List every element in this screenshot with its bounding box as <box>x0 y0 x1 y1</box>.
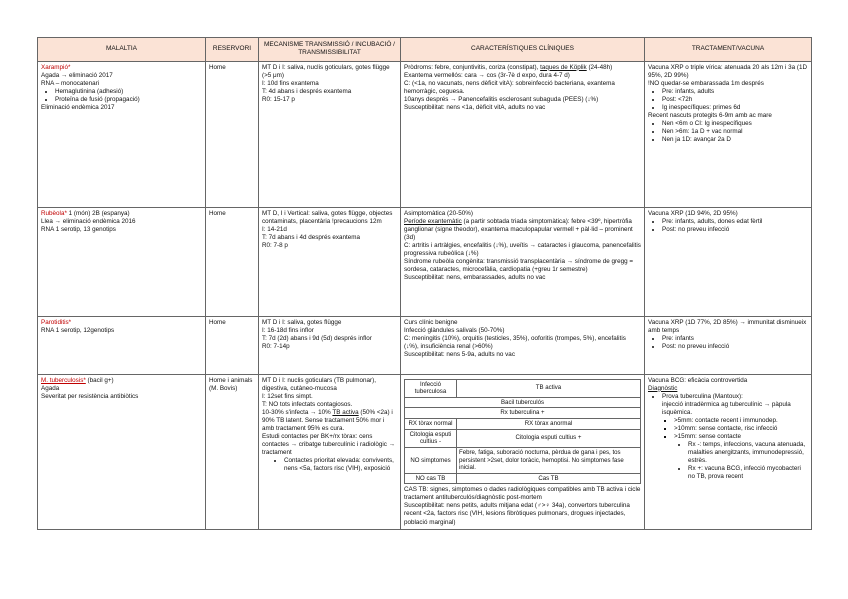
list-item: ▪ >5mm: contacte recent i immunodep. <box>674 417 808 425</box>
header-row <box>38 38 812 62</box>
clinica-line: Exantema vermellós: cara → cos (3r-7è d expo, dura 4-7 d) <box>404 71 570 79</box>
list-item: • Ig inespecífiques: primes 6d <box>662 104 808 112</box>
cell-reservori: Home i animals (M. Bovis) <box>206 374 259 529</box>
cell-reservori: Home <box>206 316 259 374</box>
header-caracteristiques: CARACTERÍSTIQUES CLÍNIQUES <box>401 38 645 62</box>
clinica-line: Susceptibilitat: nens petits, adults mitjana edat (♂>♀ 34a), convertors tuberculina recent <2a, factors risc (VIH, lesions fibròtiques pulmonars, drogues injectades, població marginal) <box>404 502 630 526</box>
mecanisme-line: I: 12set fins simpt. <box>262 392 313 400</box>
disease-extra: 1 (món) 2B (espanya) <box>66 209 130 217</box>
list-item: ▪ >15mm: sense contacte • Rx -: temps, infeccions, vacuna atenuada, malalties anergitzants, immunodepressió, estrès. • Rx +: vacuna BCG, infecció mycobacteri no TB, prova recent <box>674 433 808 481</box>
clinica-line: Síndrome rubeòla congènita: transmissió transplacentària → síndrome de gregg = sordesa, cataractes, microcefàlia, cardiopatia (+greu 1r semestre) <box>404 257 634 273</box>
cell-mecanisme <box>259 316 401 374</box>
tractament-line: Vacuna BCG: eficàcia controvertida <box>648 376 748 384</box>
prova-text: injecció intradèrmica ag tuberculínic → pàpula isquèmica. <box>662 400 791 416</box>
page <box>37 37 811 530</box>
tractament-line: Vacuna XRP (1D 77%, 2D 85%) → immunitat disminueix amb temps <box>648 318 807 334</box>
cell-malaltia <box>38 207 206 316</box>
mecanisme-line: T: 7d abans i 4d després exantema <box>262 233 361 241</box>
list-item <box>662 393 808 482</box>
list-item: • Pre: infants, adults <box>662 88 808 96</box>
disease-name: Parotiditis* <box>41 318 72 326</box>
mecanisme-line: Estudi contactes per BK+/rx tòrax: cens contactes → cribatge tuberculínic i radiològic → tractament <box>262 432 395 457</box>
clinica-line: Període exantemàtic (a partir sobtada triada simptomàtica): febre <39º, hipertròfia ganglionar (signe theodor), exantema maculopapular vermell + pàl·lid – prominent (3d) <box>404 217 633 241</box>
header-reservori: RESERVORI <box>206 38 259 62</box>
list-item: • Post: no preveu infecció <box>662 226 808 234</box>
tractament-bullets <box>648 218 808 234</box>
tb-rx-tuberculina: Rx tuberculina + <box>405 408 641 419</box>
cell-mecanisme <box>259 374 401 529</box>
tb-no-cas: NO cas TB <box>405 473 457 484</box>
mecanisme-bullets <box>262 457 397 473</box>
disease-table <box>37 37 812 530</box>
prova-levels <box>662 417 808 481</box>
tb-no-simptomes: NO simptomes <box>405 447 457 473</box>
tb-bacil: Bacil tuberculós <box>405 397 641 408</box>
clinica-line: Infecció glàndules salivals (50-70%) <box>404 326 505 334</box>
list-item: • Contactes prioritat elevada: convivents, nens <5a, factors risc (VIH), exposició <box>284 457 397 473</box>
cell-mecanisme <box>259 61 401 207</box>
cell-malaltia <box>38 61 206 207</box>
malaltia-line: Agada <box>41 384 60 392</box>
tb-rx-anormal: RX tòrax anormal <box>456 419 640 430</box>
cell-tractament <box>645 61 812 207</box>
list-item: • Nen <6m o CI: Ig inespecífiques <box>662 120 808 128</box>
mecanisme-line: MT D i I: saliva, gotes flügge <box>262 318 342 326</box>
tb-comparison-table <box>404 379 641 485</box>
table-row <box>38 61 812 207</box>
clinica-line: Pròdroms: febre, conjuntivitis, coriza (constipat), taques de Köplik (24-48h) <box>404 63 613 71</box>
clinica-line: Curs clínic benigne <box>404 318 458 326</box>
tractament-line: Recent nascuts protegits 6-9m amb ac mare <box>648 111 772 119</box>
header-tractament: TRACTAMENT/VACUNA <box>645 38 812 62</box>
table-row <box>38 374 812 529</box>
tb-simptomes: Febre, fatiga, suboració nocturna, pèrdua de gana i pes, tos persistent >2set, dolor toràcic, hemoptisi. No simptomes fase inicial. <box>456 447 640 473</box>
cell-malaltia <box>38 374 206 529</box>
mecanisme-line: T: 7d (2d) abans i 9d (5d) després inflor <box>262 334 372 342</box>
mecanisme-line: T: NO tots infectats contagiosos. <box>262 400 353 408</box>
table-row <box>38 207 812 316</box>
malaltia-line: Eliminació endèmica 2017 <box>41 103 115 111</box>
cell-clinica <box>401 207 645 316</box>
disease-name: Rubèola* <box>41 209 67 217</box>
clinica-line: Susceptibilitat: nens 5-9a, adults no vac <box>404 350 515 358</box>
list-item: • Pre: infants <box>662 335 808 343</box>
malaltia-line: Llea → eliminació endèmica 2016 <box>41 217 136 225</box>
tractament-bullets <box>648 120 808 144</box>
cell-tractament <box>645 374 812 529</box>
prova-title: Prova tuberculina (Mantoux): <box>662 392 743 400</box>
cell-reservori: Home <box>206 207 259 316</box>
cell-tractament <box>645 207 812 316</box>
table-row <box>38 316 812 374</box>
cell-tractament <box>645 316 812 374</box>
clinica-line: Susceptibilitat: nens, embarassades, adults no vac <box>404 274 546 281</box>
mecanisme-line: I: 16-18d fins inflor <box>262 326 314 334</box>
tb-col-activa: TB activa <box>456 379 640 397</box>
malaltia-line: Agada → eliminació 2017 <box>41 71 113 79</box>
disease-name: Xarampió* <box>41 63 71 71</box>
malaltia-line: RNA 1 serotip, 13 genotips <box>41 225 116 233</box>
mecanisme-line: MT D i I: saliva, nuclis goticulars, gotes flügge (>5 μm) <box>262 63 390 79</box>
mecanisme-line: R0: 7-14p <box>262 342 290 350</box>
malaltia-line: Severitat per resistència antibiòtics <box>41 392 139 400</box>
clinica-line: Asimptomàtica (20-50%) <box>404 209 473 217</box>
tb-col-infeccio: Infecció tuberculosa <box>405 379 457 397</box>
tractament-bullets <box>648 393 808 482</box>
cell-clinica <box>401 61 645 207</box>
clinica-line: CAS TB: signes, simptomes o dades radiològiques compatibles amb TB activa i cicle tractament antituberculós/diagnòstic post-mortem <box>404 486 641 502</box>
tractament-bullets <box>648 335 808 351</box>
tb-cas: Cas TB <box>456 473 640 484</box>
list-item: • Pre: infants, adults, dones edat fèrtil <box>662 218 808 226</box>
cell-mecanisme <box>259 207 401 316</box>
list-item: • Post: no preveu infecció <box>662 343 808 351</box>
mecanisme-line: MT D i I: nuclis goticulars (TB pulmonar), digestiva, cutàneo-mucosa <box>262 376 376 392</box>
cell-clinica <box>401 374 645 529</box>
malaltia-line: RNA 1 serotip, 12genotips <box>41 326 115 334</box>
clinica-line: C: artritis i artràlgies, encefalitis (↓%), uveïtis → cataractes i glaucoma, panencefalitis progressiva rubeòlica (↓%) <box>404 241 641 257</box>
tb-rx-normal: RX tòrax normal <box>405 419 457 430</box>
cell-malaltia <box>38 316 206 374</box>
list-item: • Hemaglutinina (adhesió) <box>55 88 202 96</box>
list-item: • Proteïna de fusió (propagació) <box>55 96 202 104</box>
mecanisme-line: I: 10d fins exantema <box>262 79 319 87</box>
mecanisme-line: R0: 7-8 p <box>262 241 288 249</box>
mecanisme-line: MT D, I i Vertical: saliva, gotes flügge, objectes contaminats, placentària !precaucions 12m <box>262 209 393 225</box>
header-mecanisme: MECANISME TRANSMISSIÓ / INCUBACIÓ / TRANSMISSIBILITAT <box>259 38 401 62</box>
mecanisme-line: T: 4d abans i després exantema <box>262 87 352 95</box>
clinica-line: 10anys després → Panencefalitis esclerosant subaguda (PEES) (↓%) <box>404 95 599 103</box>
tractament-line: Vacuna XRP o triple vírica: atenuada 20 als 12m i 3a (1D 95%, 2D 99%) <box>648 63 808 79</box>
mecanisme-line: I: 14-21d <box>262 225 287 233</box>
header-malaltia: MALALTIA <box>38 38 206 62</box>
list-item: • Rx +: vacuna BCG, infecció mycobacteri no TB, prova recent <box>688 465 808 481</box>
tb-cito-pos: Citologia esputi cultius + <box>456 429 640 447</box>
list-item: • Nen >6m: 1a D + vac normal <box>662 128 808 136</box>
clinica-line: Susceptibilitat: nens <1a, dèficit vitA, adults no vac <box>404 103 546 111</box>
cell-reservori: Home <box>206 61 259 207</box>
tb-cito-neg: Citologia esputi cultius - <box>405 429 457 447</box>
list-item: • Rx -: temps, infeccions, vacuna atenuada, malalties anergitzants, immunodepressió, estrès. <box>688 441 808 465</box>
tractament-line: !NO quedar-se embarassada 1m després <box>648 79 764 87</box>
tractament-line: Vacuna XRP (1D 94%, 2D 95%) <box>648 209 738 217</box>
malaltia-line: RNA – monocatenari <box>41 79 100 87</box>
tractament-bullets <box>648 88 808 112</box>
disease-name: M. tuberculosis* <box>41 376 86 384</box>
clinica-line: C: meningitis (10%), orquitis (testicles, 35%), ooforitis (trompes, 5%), encefalitis (↓%), insuficiència renal (>60%) <box>404 334 626 350</box>
list-item: • Post: <72h <box>662 96 808 104</box>
prova-sub <box>674 441 808 481</box>
diagnostic-label: Diagnòstic <box>648 384 678 392</box>
cell-clinica <box>401 316 645 374</box>
mecanisme-line: 10-30% s'infecta → 10% TB activa (50% <2a) i 90% TB latent. Sense tractament 50% mor i amb tractament 95% es cura. <box>262 408 393 432</box>
mecanisme-line: R0: 15-17 p <box>262 95 295 103</box>
malaltia-bullets <box>41 88 202 104</box>
list-item: • Nen ja 1D: avançar 2a D <box>662 136 808 144</box>
clinica-line: C: (<1a, no vacunats, nens dèficit vitA): sobreinfecció bacteriana, exantema hemorràgic, ceguesa. <box>404 79 615 95</box>
list-item: ▪ >10mm: sense contacte, risc infecció <box>674 425 808 433</box>
disease-extra: (bacil g+) <box>85 376 114 384</box>
